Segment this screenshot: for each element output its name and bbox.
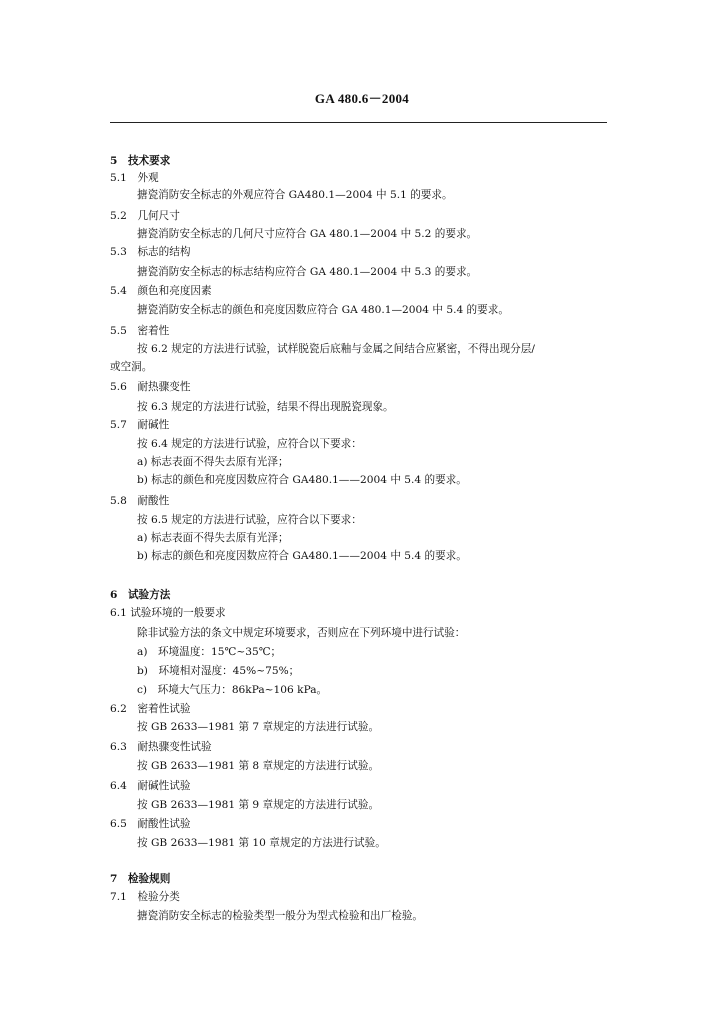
clause-heading: 5.2 几何尺寸	[110, 210, 180, 222]
header-rule	[110, 122, 607, 123]
section-heading: 7 检验规则	[110, 873, 171, 885]
clause-text: 搪瓷消防安全标志的外观应符合 GA480.1—2004 中 5.1 的要求。	[137, 189, 453, 201]
clause-text: 除非试验方法的条文中规定环境要求，否则应在下列环境中进行试验：	[137, 627, 466, 639]
section-heading: 5 技术要求	[110, 155, 171, 167]
clause-text: 或空洞。	[110, 361, 153, 373]
clause-heading: 6.2 密着性试验	[110, 703, 191, 715]
clause-heading: 5.8 耐酸性	[110, 495, 170, 507]
clause-text: b) 标志的颜色和亮度因数应符合 GA480.1——2004 中 5.4 的要求。	[137, 550, 467, 562]
clause-heading: 6.4 耐碱性试验	[110, 780, 191, 792]
clause-text: 按 GB 2633—1981 第 9 章规定的方法进行试验。	[137, 799, 380, 811]
clause-heading: 6.5 耐酸性试验	[110, 818, 191, 830]
clause-text: 按 GB 2633—1981 第 7 章规定的方法进行试验。	[137, 721, 380, 733]
clause-text: 搪瓷消防安全标志的标志结构应符合 GA 480.1—2004 中 5.3 的要求。	[137, 266, 478, 278]
clause-text: c) 环境大气压力：86kPa~106 kPa。	[137, 684, 328, 696]
clause-heading: 5.4 颜色和亮度因素	[110, 285, 212, 297]
clause-text: 搪瓷消防安全标志的几何尺寸应符合 GA 480.1—2004 中 5.2 的要求。	[137, 228, 478, 240]
clause-text: b) 标志的颜色和亮度因数应符合 GA480.1——2004 中 5.4 的要求。	[137, 474, 467, 486]
clause-heading: 5.5 密着性	[110, 325, 170, 337]
clause-text: 按 GB 2633—1981 第 10 章规定的方法进行试验。	[137, 837, 386, 849]
clause-heading: 6.3 耐热骤变性试验	[110, 741, 212, 753]
clause-heading: 6.1 试验环境的一般要求	[110, 607, 226, 619]
section-heading: 6 试验方法	[110, 589, 171, 601]
clause-text: 按 6.4 规定的方法进行试验，应符合以下要求：	[137, 438, 362, 450]
clause-text: 搪瓷消防安全标志的检验类型一般分为型式检验和出厂检验。	[137, 910, 424, 922]
clause-text: 搪瓷消防安全标志的颜色和亮度因数应符合 GA 480.1—2004 中 5.4 的要求。	[137, 304, 509, 316]
clause-text: 按 6.3 规定的方法进行试验，结果不得出现脱瓷现象。	[137, 401, 394, 413]
clause-text: a) 环境温度：15℃~35℃；	[137, 646, 282, 658]
clause-heading: 5.1 外观	[110, 172, 159, 184]
clause-heading: 5.7 耐碱性	[110, 419, 170, 431]
document-header: GA 480.6－2004	[314, 91, 410, 106]
clause-text: a) 标志表面不得失去原有光泽；	[137, 456, 289, 468]
clause-heading: 7.1 检验分类	[110, 891, 180, 903]
clause-heading: 5.3 标志的结构	[110, 246, 191, 258]
clause-text: 按 6.2 规定的方法进行试验，试样脱瓷后底釉与金属之间结合应紧密，不得出现分层/	[137, 343, 535, 355]
clause-heading: 5.6 耐热骤变性	[110, 381, 191, 393]
clause-text: 按 GB 2633—1981 第 8 章规定的方法进行试验。	[137, 760, 380, 772]
clause-text: 按 6.5 规定的方法进行试验，应符合以下要求：	[137, 514, 362, 526]
clause-text: a) 标志表面不得失去原有光泽；	[137, 532, 289, 544]
clause-text: b) 环境相对湿度：45%~75%；	[137, 665, 300, 677]
